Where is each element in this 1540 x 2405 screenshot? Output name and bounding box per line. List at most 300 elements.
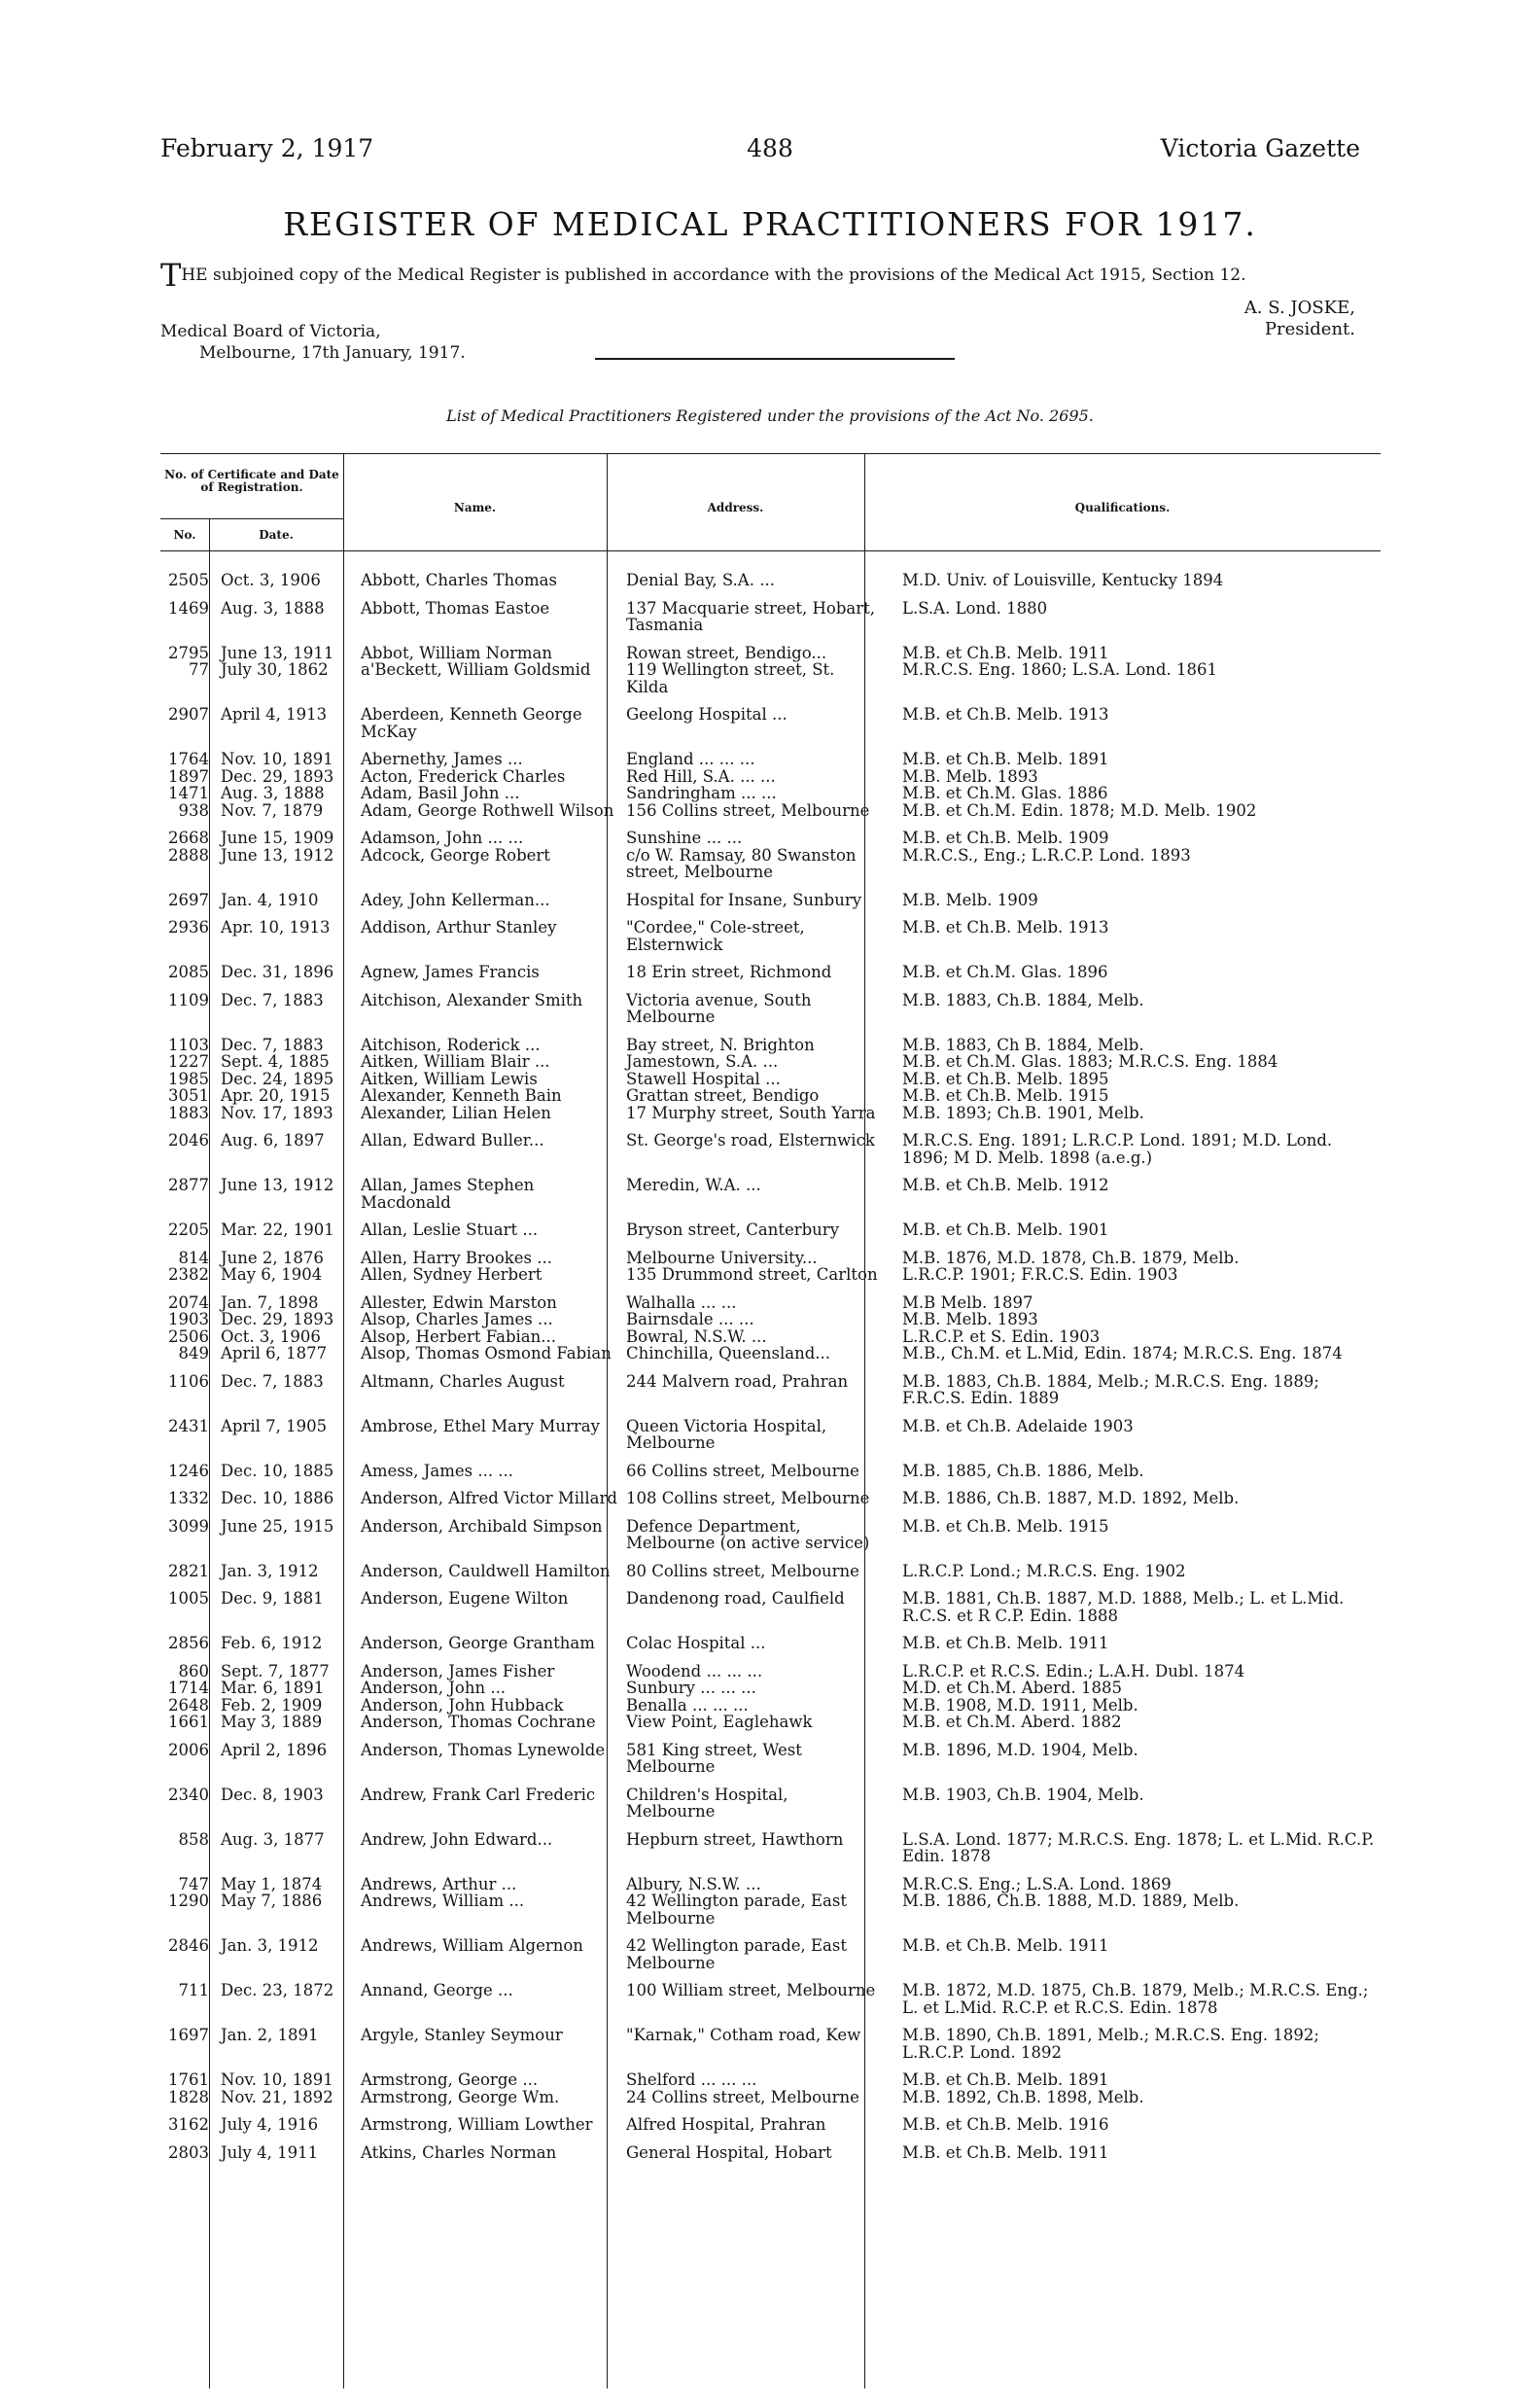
practitioner-name: Adam, Basil John ... xyxy=(361,784,520,802)
practitioner-name: Adamson, John ... ... xyxy=(361,829,524,847)
reg-date: Jan. 4, 1910 xyxy=(221,890,319,909)
page-title: REGISTER OF MEDICAL PRACTITIONERS FOR 1917. xyxy=(283,205,1257,243)
table-row xyxy=(160,1552,1381,1580)
reg-date: May 6, 1904 xyxy=(221,1265,323,1284)
table-row xyxy=(160,908,1381,953)
practitioner-name: Abbott, Thomas Eastoe xyxy=(361,598,550,618)
reg-date: Dec. 29, 1893 xyxy=(221,766,334,786)
qualifications: M.B. et Ch.M. Glas. 1883; M.R.C.S. Eng. 1884 xyxy=(902,1052,1278,1071)
qualifications: M.B. Melb. 1893 xyxy=(902,766,1038,786)
qualifications: M.B. et Ch.B. Melb. 1909 xyxy=(902,829,1109,847)
address: Albury, N.S.W. ... xyxy=(626,1874,761,1893)
reg-date: Nov. 17, 1893 xyxy=(221,1103,333,1122)
cert-number: 1290 xyxy=(168,1892,209,1910)
cert-number: 2936 xyxy=(168,918,209,937)
qualifications: L.R.C.P. Lond.; M.R.C.S. Eng. 1902 xyxy=(902,1561,1186,1580)
address: Meredin, W.A. ... xyxy=(626,1176,761,1194)
cert-number: 77 xyxy=(189,660,209,679)
address: 244 Malvern road, Prahran xyxy=(626,1371,849,1391)
practitioner-name: Amess, James ... ... xyxy=(361,1461,514,1480)
practitioner-name: Andrews, William Algernon xyxy=(361,1936,583,1955)
address: Grattan street, Bendigo xyxy=(626,1086,820,1105)
cert-number: 1903 xyxy=(168,1310,209,1328)
drop-cap: T xyxy=(160,257,182,294)
reg-date: Jan. 3, 1912 xyxy=(221,1936,319,1955)
address: "Cordee," Cole-street, Elsternwick xyxy=(626,918,805,954)
address: Walhalla ... ... xyxy=(626,1292,737,1312)
qualifications: M.B. et Ch.M. Glas. 1886 xyxy=(902,784,1108,802)
qualifications: M.B. et Ch.B. Melb. 1911 xyxy=(902,1936,1109,1955)
practitioner-name: Alsop, Herbert Fabian... xyxy=(361,1326,556,1346)
qualifications: M.B. 1908, M.D. 1911, Melb. xyxy=(902,1695,1138,1715)
cert-number: 1469 xyxy=(168,598,209,618)
cert-number: 2506 xyxy=(168,1326,209,1346)
table-row xyxy=(160,1266,1381,1284)
address: Stawell Hospital ... xyxy=(626,1069,781,1088)
cert-number: 2877 xyxy=(168,1176,209,1194)
reg-date: June 25, 1915 xyxy=(221,1516,334,1536)
cert-number: 2856 xyxy=(168,1634,209,1652)
qualifications: M.R.C.S. Eng. 1891; L.R.C.P. Lond. 1891; M.D. Lond. 1896; M D. Melb. 1898 (a.e.g.) xyxy=(902,1131,1333,1167)
address: Children's Hospital, Melbourne xyxy=(626,1785,788,1821)
register-table xyxy=(160,572,1381,2161)
address: 137 Macquarie street, Hobart, Tasmania xyxy=(626,598,876,634)
address-column-header: Address. xyxy=(707,501,764,514)
cert-number: 3162 xyxy=(168,2115,209,2134)
cert-number: 1661 xyxy=(168,1713,209,1731)
address: 581 King street, West Melbourne xyxy=(626,1740,802,1776)
practitioner-name: Allester, Edwin Marston xyxy=(361,1292,557,1312)
qualifications: M.B. et Ch.M. Glas. 1896 xyxy=(902,963,1108,981)
address: Melbourne University... xyxy=(626,1248,818,1267)
practitioner-name: Adcock, George Robert xyxy=(361,845,550,865)
publication-name: Victoria Gazette xyxy=(1160,134,1360,162)
address: 18 Erin street, Richmond xyxy=(626,963,832,981)
qualifications: M.B. et Ch.B. Melb. 1912 xyxy=(902,1176,1109,1194)
reg-date: Oct. 3, 1906 xyxy=(221,571,321,589)
practitioner-name: Anderson, Archibald Simpson xyxy=(361,1516,603,1536)
qualifications: M.B. 1896, M.D. 1904, Melb. xyxy=(902,1740,1138,1759)
cert-number: 1897 xyxy=(168,766,209,786)
table-row xyxy=(160,953,1381,981)
practitioner-name: Allan, Edward Buller... xyxy=(361,1131,544,1149)
qualifications: M.B. et Ch.B. Melb. 1915 xyxy=(902,1086,1109,1105)
qualifications: M.B. et Ch.B. Melb. 1913 xyxy=(902,705,1109,724)
reg-date: April 7, 1905 xyxy=(221,1416,328,1435)
reg-date: Aug. 6, 1897 xyxy=(221,1131,325,1149)
table-row xyxy=(160,785,1381,802)
practitioner-name: Abbott, Charles Thomas xyxy=(361,571,557,589)
reg-date: Feb. 6, 1912 xyxy=(221,1634,323,1652)
reg-date: June 13, 1911 xyxy=(221,643,334,662)
cert-number: 1246 xyxy=(168,1461,209,1480)
reg-date: July 4, 1911 xyxy=(221,2142,319,2162)
reg-date: Jan. 3, 1912 xyxy=(221,1561,319,1580)
cert-number: 2668 xyxy=(168,829,209,847)
qualifications: M.B. et Ch.B. Melb. 1913 xyxy=(902,918,1109,937)
qualifications: M.B Melb. 1897 xyxy=(902,1292,1033,1312)
cert-number: 2846 xyxy=(168,1936,209,1955)
qualifications: M.B. et Ch.B. Melb. 1895 xyxy=(902,1069,1109,1088)
practitioner-name: Annand, George ... xyxy=(361,1981,513,1999)
address: Hospital for Insane, Sunbury xyxy=(626,890,862,909)
practitioner-name: Abernethy, James ... xyxy=(361,750,523,768)
table-row xyxy=(160,661,1381,695)
qualifications: M.B. 1892, Ch.B. 1898, Melb. xyxy=(902,2087,1144,2106)
qualifications: M.B. 1890, Ch.B. 1891, Melb.; M.R.C.S. Eng. 1892; L.R.C.P. Lond. 1892 xyxy=(902,2026,1319,2062)
practitioner-name: Adey, John Kellerman... xyxy=(361,890,550,909)
reg-date: Nov. 21, 1892 xyxy=(221,2087,333,2106)
reg-date: May 3, 1889 xyxy=(221,1713,323,1731)
cert-column-header: No. of Certificate and Date of Registration. xyxy=(164,468,339,494)
cert-number: 1985 xyxy=(168,1069,209,1088)
qualifications: M.R.C.S. Eng.; L.S.A. Lond. 1869 xyxy=(902,1874,1172,1893)
address: Dandenong road, Caulfield xyxy=(626,1589,845,1608)
reg-date: April 6, 1877 xyxy=(221,1344,328,1362)
cert-number: 2821 xyxy=(168,1561,209,1580)
table-row xyxy=(160,1652,1381,1680)
qualifications: M.B. et Ch.B. Melb. 1916 xyxy=(902,2115,1109,2134)
cert-number: 711 xyxy=(178,1981,209,1999)
reg-date: Jan. 7, 1898 xyxy=(221,1292,319,1312)
practitioner-name: Anderson, Eugene Wilton xyxy=(361,1589,569,1608)
practitioner-name: Anderson, George Grantham xyxy=(361,1634,595,1652)
practitioner-name: Aitken, William Blair ... xyxy=(361,1052,550,1071)
qualifications: M.B. et Ch.B. Melb. 1911 xyxy=(902,643,1109,662)
table-row xyxy=(160,1821,1381,1865)
cert-number: 1761 xyxy=(168,2070,209,2089)
address: Bairnsdale ... ... xyxy=(626,1310,754,1328)
cert-number: 2074 xyxy=(168,1292,209,1312)
table-row xyxy=(160,768,1381,786)
practitioner-name: Andrews, William ... xyxy=(361,1892,525,1910)
table-row xyxy=(160,1166,1381,1211)
qualifications: M.B. Melb. 1909 xyxy=(902,890,1038,909)
address: Geelong Hospital ... xyxy=(626,705,788,724)
address: 24 Collins street, Melbourne xyxy=(626,2087,859,2106)
table-row xyxy=(160,1579,1381,1624)
reg-date: July 4, 1916 xyxy=(221,2115,319,2134)
practitioner-name: Atkins, Charles Norman xyxy=(361,2142,557,2162)
reg-date: Dec. 9, 1881 xyxy=(221,1589,324,1608)
address: Victoria avenue, South Melbourne xyxy=(626,990,812,1026)
practitioner-name: Aitchison, Alexander Smith xyxy=(361,990,583,1009)
table-row xyxy=(160,1452,1381,1480)
address: 80 Collins street, Melbourne xyxy=(626,1561,859,1580)
qualifications: M.B. et Ch.B. Melb. 1911 xyxy=(902,1634,1109,1652)
table-row xyxy=(160,1971,1381,2016)
cert-number: 2431 xyxy=(168,1416,209,1435)
qualifications: L.S.A. Lond. 1880 xyxy=(902,598,1048,618)
qualifications: L.S.A. Lond. 1877; M.R.C.S. Eng. 1878; L. et L.Mid. R.C.P. Edin. 1878 xyxy=(902,1829,1375,1865)
reg-date: Mar. 6, 1891 xyxy=(221,1679,325,1697)
reg-date: Oct. 3, 1906 xyxy=(221,1326,321,1346)
signature-block xyxy=(1244,298,1355,340)
address: 156 Collins street, Melbourne xyxy=(626,800,870,820)
reg-date: June 13, 1912 xyxy=(221,1176,334,1194)
date-column-header: Date. xyxy=(259,528,294,542)
cert-number: 1697 xyxy=(168,2026,209,2044)
cert-number: 1714 xyxy=(168,1679,209,1697)
name-column-header: Name. xyxy=(453,501,497,514)
qualifications: M.B. 1885, Ch.B. 1886, Melb. xyxy=(902,1461,1144,1480)
qualifications: M.B. et Ch.M. Aberd. 1882 xyxy=(902,1713,1122,1731)
address: Colac Hospital ... xyxy=(626,1634,766,1652)
address: Sunbury ... ... ... xyxy=(626,1679,756,1697)
qualifications: M.B. et Ch.B. Melb. 1915 xyxy=(902,1516,1109,1536)
practitioner-name: Abbot, William Norman xyxy=(361,643,552,662)
table-row xyxy=(160,1026,1381,1054)
cert-number: 3099 xyxy=(168,1516,209,1536)
table-row xyxy=(160,589,1381,634)
no-column-header: No. xyxy=(173,528,196,542)
practitioner-name: Alsop, Charles James ... xyxy=(361,1310,553,1328)
table-row xyxy=(160,1362,1381,1407)
practitioner-name: Ambrose, Ethel Mary Murray xyxy=(361,1416,600,1435)
reg-date: Nov. 7, 1879 xyxy=(221,800,324,820)
reg-date: June 15, 1909 xyxy=(221,829,334,847)
reg-date: Dec. 31, 1896 xyxy=(221,963,334,981)
qualifications: L.R.C.P. et S. Edin. 1903 xyxy=(902,1326,1101,1346)
address: St. George's road, Elsternwick xyxy=(626,1131,875,1149)
header-date: February 2, 1917 xyxy=(160,134,374,162)
address: Bryson street, Canterbury xyxy=(626,1220,840,1239)
reg-date: Dec. 10, 1885 xyxy=(221,1461,334,1480)
reg-date: May 7, 1886 xyxy=(221,1892,323,1910)
qualifications: M.B. 1893; Ch.B. 1901, Melb. xyxy=(902,1103,1144,1122)
address: 100 William street, Melbourne xyxy=(626,1981,876,1999)
cert-number: 814 xyxy=(178,1248,209,1267)
reg-date: Feb. 2, 1909 xyxy=(221,1695,323,1715)
board-line-1: Medical Board of Victoria, xyxy=(160,322,381,341)
practitioner-name: Armstrong, William Lowther xyxy=(361,2115,593,2134)
practitioner-name: Aitchison, Roderick ... xyxy=(361,1035,541,1054)
signature-name: A. S. JOSKE, xyxy=(1243,298,1355,318)
cert-number: 2907 xyxy=(168,705,209,724)
reg-date: Mar. 22, 1901 xyxy=(221,1220,334,1239)
cert-number: 1764 xyxy=(168,750,209,768)
qualifications: M.B. 1883, Ch.B. 1884, Melb. xyxy=(902,990,1144,1009)
practitioner-name: Alsop, Thomas Osmond Fabian xyxy=(361,1344,612,1362)
address: 119 Wellington street, St. Kilda xyxy=(626,660,835,696)
cert-number: 2648 xyxy=(168,1695,209,1715)
cert-number: 860 xyxy=(178,1661,209,1680)
table-row xyxy=(160,1731,1381,1776)
address: Shelford ... ... ... xyxy=(626,2070,757,2089)
practitioner-name: Adam, George Rothwell Wilson xyxy=(361,800,614,820)
practitioner-name: Allan, Leslie Stuart ... xyxy=(361,1220,539,1239)
practitioner-name: Anderson, John Hubback xyxy=(361,1695,564,1715)
table-row xyxy=(160,1053,1381,1071)
table-row xyxy=(160,1865,1381,1893)
cert-number: 2340 xyxy=(168,1785,209,1804)
table-row xyxy=(160,1927,1381,1971)
cert-number: 1227 xyxy=(168,1052,209,1071)
board-block xyxy=(160,321,466,364)
address: Queen Victoria Hospital, Melbourne xyxy=(626,1416,827,1452)
address: 66 Collins street, Melbourne xyxy=(626,1461,859,1480)
qualifications: M.R.C.S., Eng.; L.R.C.P. Lond. 1893 xyxy=(902,845,1191,865)
qualifications: M.D. et Ch.M. Aberd. 1885 xyxy=(902,1679,1122,1697)
list-subtitle: List of Medical Practitioners Registered under the provisions of the Act No. 2695. xyxy=(446,407,1094,425)
practitioner-name: Alexander, Kenneth Bain xyxy=(361,1086,562,1105)
table-row xyxy=(160,1624,1381,1652)
cert-number: 1005 xyxy=(168,1589,209,1608)
address: Sunshine ... ... xyxy=(626,829,743,847)
cert-number: 858 xyxy=(178,1829,209,1849)
practitioner-name: Alexander, Lilian Helen xyxy=(361,1103,551,1122)
reg-date: Sept. 4, 1885 xyxy=(221,1052,330,1071)
reg-date: Jan. 2, 1891 xyxy=(221,2026,319,2044)
cert-number: 747 xyxy=(178,1874,209,1893)
intro-text: HE subjoined copy of the Medical Register is published in accordance with the provisions of the Medical Act 1915, Section 12. xyxy=(181,265,1246,285)
table-row xyxy=(160,1345,1381,1362)
qualifications: M.R.C.S. Eng. 1860; L.S.A. Lond. 1861 xyxy=(902,660,1217,679)
practitioner-name: Armstrong, George ... xyxy=(361,2070,539,2089)
reg-date: Dec. 29, 1893 xyxy=(221,1310,334,1328)
reg-date: April 2, 1896 xyxy=(221,1740,328,1759)
practitioner-name: Allen, Sydney Herbert xyxy=(361,1265,542,1284)
address: c/o W. Ramsay, 80 Swanston street, Melbourne xyxy=(626,845,857,881)
practitioner-name: Argyle, Stanley Seymour xyxy=(361,2026,563,2044)
practitioner-name: Altmann, Charles August xyxy=(361,1371,565,1391)
cert-number: 2697 xyxy=(168,890,209,909)
qualifications: M.B. 1886, Ch.B. 1888, M.D. 1889, Melb. xyxy=(902,1892,1240,1910)
reg-date: Dec. 23, 1872 xyxy=(221,1981,334,1999)
cert-number: 2046 xyxy=(168,1131,209,1149)
address: 42 Wellington parade, East Melbourne xyxy=(626,1936,847,1972)
qualifications: L.R.C.P. 1901; F.R.C.S. Edin. 1903 xyxy=(902,1265,1178,1284)
table-row xyxy=(160,819,1381,847)
cert-number: 1109 xyxy=(168,990,209,1009)
reg-date: Nov. 10, 1891 xyxy=(221,750,333,768)
qualifications: M.B. 1883, Ch B. 1884, Melb. xyxy=(902,1035,1144,1054)
table-row xyxy=(160,1697,1381,1715)
qualifications: M.B. et Ch.B. Melb. 1911 xyxy=(902,2142,1109,2162)
qualifications: M.B., Ch.M. et L.Mid, Edin. 1874; M.R.C.S. Eng. 1874 xyxy=(902,1344,1343,1362)
qualifications: M.B. 1881, Ch.B. 1887, M.D. 1888, Melb.; L. et L.Mid. R.C.S. et R C.P. Edin. 1888 xyxy=(902,1589,1345,1625)
reg-date: Dec. 24, 1895 xyxy=(221,1069,334,1088)
table-row xyxy=(160,802,1381,820)
practitioner-name: Aberdeen, Kenneth George McKay xyxy=(361,705,582,741)
address: 42 Wellington parade, East Melbourne xyxy=(626,1892,847,1928)
cert-number: 1883 xyxy=(168,1103,209,1122)
practitioner-name: a'Beckett, William Goldsmid xyxy=(361,660,591,679)
practitioner-name: Acton, Frederick Charles xyxy=(361,766,566,786)
address: 108 Collins street, Melbourne xyxy=(626,1489,870,1507)
table-row xyxy=(160,1507,1381,1552)
address: Sandringham ... ... xyxy=(626,784,777,802)
qualifications: M.B. Melb. 1893 xyxy=(902,1310,1038,1328)
cert-number: 1332 xyxy=(168,1489,209,1507)
address: Red Hill, S.A. ... ... xyxy=(626,766,776,786)
address: Chinchilla, Queensland... xyxy=(626,1344,830,1362)
table-row xyxy=(160,572,1381,589)
table-row xyxy=(160,1892,1381,1927)
address: "Karnak," Cotham road, Kew xyxy=(626,2026,861,2044)
table-row xyxy=(160,1105,1381,1122)
board-line-2: Melbourne, 17th January, 1917. xyxy=(199,343,466,363)
reg-date: Aug. 3, 1888 xyxy=(221,784,325,802)
reg-date: April 4, 1913 xyxy=(221,705,328,724)
practitioner-name: Andrews, Arthur ... xyxy=(361,1874,517,1893)
table-row xyxy=(160,695,1381,740)
table-row xyxy=(160,1311,1381,1328)
qualifications-column-header: Qualifications. xyxy=(1074,501,1171,514)
qualifications: M.B. et Ch.B. Adelaide 1903 xyxy=(902,1416,1134,1435)
title-rule xyxy=(595,358,955,360)
qualifications: M.B. 1886, Ch.B. 1887, M.D. 1892, Melb. xyxy=(902,1489,1240,1507)
practitioner-name: Allen, Harry Brookes ... xyxy=(361,1248,553,1267)
table-row xyxy=(160,1239,1381,1267)
table-row xyxy=(160,1328,1381,1346)
practitioner-name: Anderson, Alfred Victor Millard xyxy=(361,1489,617,1507)
practitioner-name: Andrew, Frank Carl Frederic xyxy=(361,1785,596,1804)
reg-date: Aug. 3, 1888 xyxy=(221,598,325,618)
reg-date: June 13, 1912 xyxy=(221,845,334,865)
qualifications: M.B. 1903, Ch.B. 1904, Melb. xyxy=(902,1785,1144,1804)
cert-number: 938 xyxy=(178,800,209,820)
reg-date: Apr. 20, 1915 xyxy=(221,1086,331,1105)
practitioner-name: Aitken, William Lewis xyxy=(361,1069,538,1088)
page-number: 488 xyxy=(747,134,793,162)
address: Defence Department, Melbourne (on active service) xyxy=(626,1516,870,1552)
address: View Point, Eaglehawk xyxy=(626,1713,813,1731)
address: Rowan street, Bendigo... xyxy=(626,643,827,662)
cert-number: 3051 xyxy=(168,1086,209,1105)
table-row xyxy=(160,2134,1381,2162)
reg-date: Apr. 10, 1913 xyxy=(221,918,331,937)
cert-number: 1103 xyxy=(168,1035,209,1054)
address: England ... ... ... xyxy=(626,750,755,768)
table-row xyxy=(160,1121,1381,1166)
practitioner-name: Anderson, John ... xyxy=(361,1679,507,1697)
qualifications: M.B. 1876, M.D. 1878, Ch.B. 1879, Melb. xyxy=(902,1248,1240,1267)
table-row xyxy=(160,1479,1381,1507)
qualifications: L.R.C.P. et R.C.S. Edin.; L.A.H. Dubl. 1874 xyxy=(902,1661,1245,1680)
table-row xyxy=(160,1071,1381,1088)
table-row xyxy=(160,2061,1381,2089)
practitioner-name: Anderson, Thomas Lynewolde xyxy=(361,1740,606,1759)
cert-number: 2803 xyxy=(168,2142,209,2162)
cert-number: 2888 xyxy=(168,845,209,865)
reg-date: June 2, 1876 xyxy=(221,1248,324,1267)
table-row xyxy=(160,1680,1381,1697)
qualifications: M.B. et Ch.B. Melb. 1901 xyxy=(902,1220,1109,1239)
address: Jamestown, S.A. ... xyxy=(626,1052,779,1071)
reg-date: July 30, 1862 xyxy=(221,660,329,679)
cert-number: 2205 xyxy=(168,1220,209,1239)
address: Bay street, N. Brighton xyxy=(626,1035,815,1054)
qualifications: M.B. et Ch.B. Melb. 1891 xyxy=(902,750,1109,768)
qualifications: M.B. et Ch.M. Edin. 1878; M.D. Melb. 1902 xyxy=(902,800,1257,820)
reg-date: Aug. 3, 1877 xyxy=(221,1829,325,1849)
reg-date: Dec. 8, 1903 xyxy=(221,1785,324,1804)
cert-number: 2085 xyxy=(168,963,209,981)
table-row xyxy=(160,1714,1381,1731)
practitioner-name: Addison, Arthur Stanley xyxy=(361,918,557,937)
table-row xyxy=(160,740,1381,768)
qualifications: M.B. 1872, M.D. 1875, Ch.B. 1879, Melb.; M.R.C.S. Eng.; L. et L.Mid. R.C.P. et R.C.S. Edin. 1878 xyxy=(902,1981,1369,2017)
address: Denial Bay, S.A. ... xyxy=(626,571,775,589)
cert-number: 2505 xyxy=(168,571,209,589)
table-row xyxy=(160,1087,1381,1105)
table-row xyxy=(160,1407,1381,1452)
reg-date: Nov. 10, 1891 xyxy=(221,2070,333,2089)
reg-date: Dec. 10, 1886 xyxy=(221,1489,334,1507)
cert-number: 2382 xyxy=(168,1265,209,1284)
address: Alfred Hospital, Prahran xyxy=(626,2115,826,2134)
